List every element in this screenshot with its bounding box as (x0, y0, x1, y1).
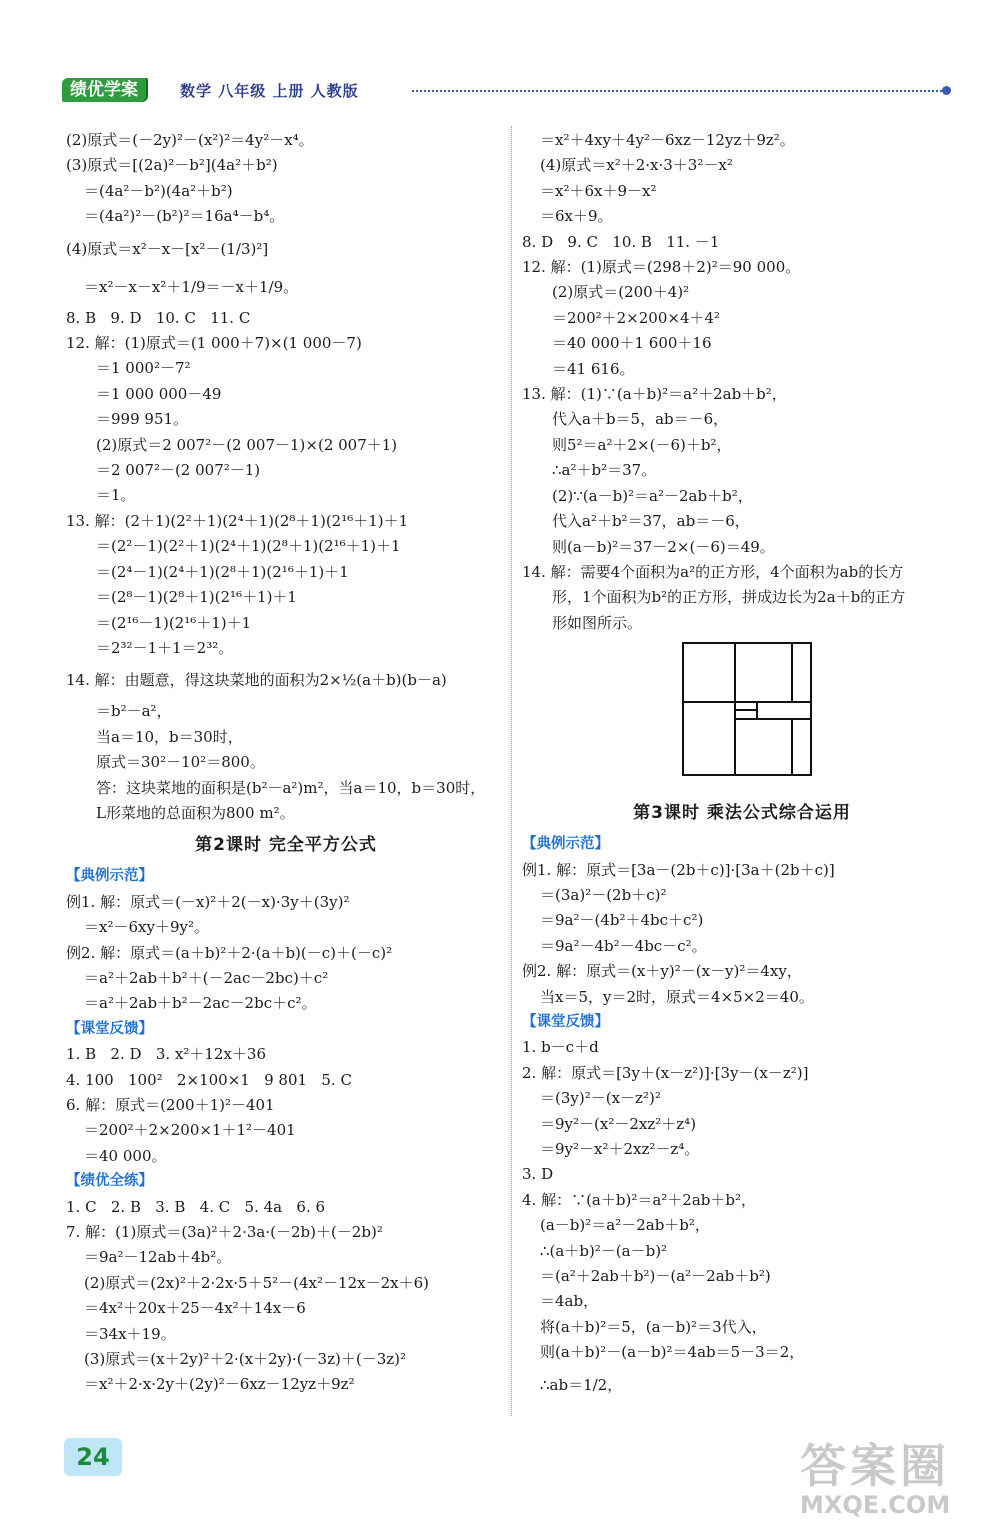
text-line: 12. 解：(1)原式＝(1 000＋7)×(1 000－7) (66, 334, 362, 353)
answer-line: 4. 100 100² 2×100×1 9 801 5. C (66, 1070, 352, 1089)
text-line: ＝x²－6xy＋9y²。 (84, 918, 209, 937)
text-line: (a－b)²＝a²－2ab＋b²， (540, 1216, 710, 1235)
answer-line: 3. D (522, 1165, 554, 1184)
text-line: (3)原式＝[(2a)²－b²](4a²＋b²) (66, 156, 278, 175)
text-line: ＝x²＋4xy＋4y²－6xz－12yz＋9z²。 (540, 131, 795, 149)
text-line: ＝2 007²－(2 007²－1) (96, 461, 261, 480)
text-line: ∴a²＋b²＝37。 (552, 461, 657, 480)
watermark-url: MXQE.COM (800, 1491, 951, 1519)
square-tiling-diagram (682, 642, 812, 776)
text-line: 6. 解：原式＝(200＋1)²－401 (66, 1096, 275, 1114)
text-line: ＝1 000²－7² (96, 359, 191, 378)
text-line: (2)原式＝(2x)²＋2·2x·5＋5²－(4x²－12x－2x＋6) (84, 1273, 429, 1292)
text-line: 例2. 解：原式＝(x＋y)²－(x－y)²＝4xy， (522, 962, 802, 981)
text-line: 例1. 解：原式＝[3a－(2b＋c)]·[3a＋(2b＋c)] (522, 860, 835, 879)
text-line: ＝41 616。 (552, 359, 635, 378)
answer-line: 1. b－c＋d (522, 1038, 599, 1057)
text-line: 14. 解：由题意，得这块菜地的面积为2×½(a＋b)(b－a) (66, 671, 447, 690)
text-line: 答：这块菜地的面积是(b²－a²)m²，当a＝10，b＝30时， (96, 778, 486, 797)
section-tag: 【典例示范】 (522, 836, 609, 853)
text-line: ＝(2²－1)(2²＋1)(2⁴＋1)(2⁸＋1)(2¹⁶＋1)＋1 (96, 537, 401, 556)
text-line: 当a＝10，b＝30时， (96, 727, 243, 746)
text-line: ＝(2⁴－1)(2⁴＋1)(2⁸＋1)(2¹⁶＋1)＋1 (96, 562, 349, 581)
text-line: 例2. 解：原式＝(a＋b)²＋2·(a＋b)(－c)＋(－c)² (66, 943, 393, 962)
text-line: ＝1。 (96, 486, 136, 505)
text-line: 14. 解：需要4个面积为a²的正方形，4个面积为ab的长方 (522, 562, 904, 581)
text-line: ＝x²＋2·x·2y＋(2y)²－6xz－12yz＋9z² (84, 1375, 355, 1394)
text-line: (4)原式＝x²＋2·x·3＋3²－x² (540, 156, 733, 175)
text-line: ＝a²＋2ab＋b²－2ac－2bc＋c²。 (84, 994, 317, 1013)
text-line: 12. 解：(1)原式＝(298＋2)²＝90 000。 (522, 258, 801, 277)
text-line: ＝9y²－x²＋2xz²－z⁴。 (540, 1140, 700, 1158)
text-line: 形，1个面积为b²的正方形，拼成边长为2a＋b的正方 (552, 588, 906, 607)
text-line: (3)原式＝(x＋2y)²＋2·(x＋2y)·(－3z)＋(－3z)² (84, 1350, 407, 1369)
text-line: (2)原式＝(－2y)²－(x²)²＝4y²－x⁴。 (66, 131, 314, 149)
text-line: ＝1 000 000－49 (96, 384, 222, 403)
answer-line: 8. D 9. C 10. B 11. －1 (522, 232, 720, 251)
text-line: ＝(a²＋2ab＋b²)－(a²－2ab＋b²) (540, 1267, 771, 1286)
text-line: ＝(3y)²－(x－z²)² (540, 1089, 661, 1108)
page-header (62, 76, 952, 106)
text-line: (2)原式＝2 007²－(2 007－1)×(2 007＋1) (96, 435, 398, 454)
text-line: ＝(4a²－b²)(4a²＋b²) (84, 181, 233, 200)
text-line: ＝9a²－12ab＋4b²。 (84, 1248, 232, 1267)
section-tag: 【典例示范】 (66, 868, 153, 885)
text-line: ＝200²＋2×200×1＋1²－401 (84, 1121, 296, 1140)
text-line: 则(a－b)²＝37－2×(－6)＝49。 (552, 537, 775, 556)
header-dotted-rule (412, 90, 942, 92)
text-line: ＝(2⁸－1)(2⁸＋1)(2¹⁶＋1)＋1 (96, 588, 297, 607)
text-line: ＝9a²－4b²－4bc－c²。 (540, 936, 707, 955)
section-tag: 【课堂反馈】 (66, 1020, 153, 1037)
text-line: ＝x²＋6x＋9－x² (540, 181, 657, 200)
answer-line: 1. B 2. D 3. x²＋12x＋36 (66, 1045, 267, 1064)
brand-logo: 绩优学案 (62, 78, 146, 102)
text-line: 7. 解：(1)原式＝(3a)²＋2·3a·(－2b)＋(－2b)² (66, 1223, 383, 1242)
text-line: ＝9a²－(4b²＋4bc＋c²) (540, 911, 704, 930)
text-line: (2)原式＝(200＋4)² (552, 283, 690, 302)
text-line: ＝4x²＋20x＋25－4x²＋14x－6 (84, 1299, 306, 1318)
text-line: 原式＝30²－10²＝800。 (96, 753, 265, 772)
text-line: ＝x²－x－x²＋1/9＝－x＋1/9。 (84, 277, 299, 296)
watermark-logo (800, 1440, 950, 1518)
section-tag: 【绩优全练】 (66, 1173, 153, 1190)
text-line: ＝(3a)²－(2b＋c)² (540, 885, 667, 904)
text-line: ＝a²＋2ab＋b²＋(－2ac－2bc)＋c² (84, 968, 329, 987)
answer-line: 8. B 9. D 10. C 11. C (66, 308, 251, 327)
right-column (522, 128, 962, 1404)
text-line: L形菜地的总面积为800 m²。 (96, 803, 295, 822)
answer-line: 1. C 2. B 3. B 4. C 5. 4a 6. 6 (66, 1197, 326, 1216)
text-line: ＝b²－a²， (96, 702, 172, 721)
header-dot-icon (942, 86, 951, 95)
text-line: 13. 解：(1)∵(a＋b)²＝a²＋2ab＋b²， (522, 385, 787, 404)
text-line: 当x＝5，y＝2时，原式＝4×5×2＝40。 (540, 987, 814, 1006)
text-line: ＝(4a²)²－(b²)²＝16a⁴－b⁴。 (84, 207, 285, 226)
text-line: ＝40 000＋1 600＋16 (552, 334, 712, 353)
text-line: ＝34x＋19。 (84, 1324, 176, 1343)
text-line: 则(a＋b)²－(a－b)²＝4ab＝5－3＝2， (540, 1343, 805, 1362)
text-line: 形如图所示。 (552, 613, 643, 632)
text-line: (4)原式＝x²－x－[x²－(1/3)²] (66, 239, 269, 258)
text-line: 2. 解：原式＝[3y＋(x－z²)]·[3y－(x－z²)] (522, 1063, 809, 1082)
watermark-text: 答案圈 (800, 1439, 951, 1493)
text-line: ＝4ab， (540, 1292, 599, 1311)
text-line: ＝40 000。 (84, 1146, 167, 1165)
section-heading: 第3课时 乘法公式综合运用 (633, 803, 851, 824)
text-line: 例1. 解：原式＝(－x)²＋2(－x)·3y＋(3y)² (66, 892, 350, 911)
text-line: ∴ab＝1/2， (540, 1375, 623, 1394)
text-line: 4. 解：∵(a＋b)²＝a²＋2ab＋b²， (522, 1190, 757, 1209)
text-line: (2)∵(a－b)²＝a²－2ab＋b²， (552, 486, 753, 505)
page-number: 24 (64, 1438, 122, 1476)
square-tiling-figure (522, 642, 962, 788)
text-line: ∴(a＋b)²－(a－b)² (540, 1241, 668, 1260)
text-line: ＝200²＋2×200×4＋4² (552, 308, 721, 327)
text-line: ＝999 951。 (96, 410, 189, 429)
text-line: ＝(2¹⁶－1)(2¹⁶＋1)＋1 (96, 613, 252, 632)
text-line: 将(a＋b)²＝5，(a－b)²＝3代入， (540, 1317, 767, 1336)
section-tag: 【课堂反馈】 (522, 1013, 609, 1030)
text-line: 代入a＋b＝5，ab＝－6， (552, 410, 729, 429)
text-line: 则5²＝a²＋2×(－6)＋b²， (552, 435, 732, 454)
text-line: 13. 解：(2＋1)(2²＋1)(2⁴＋1)(2⁸＋1)(2¹⁶＋1)＋1 (66, 511, 409, 530)
column-divider (511, 126, 512, 1416)
text-line: ＝6x＋9。 (540, 207, 613, 226)
text-line: ＝9y²－(x²－2xz²＋z⁴) (540, 1114, 697, 1133)
left-column (66, 128, 506, 1398)
text-line: 代入a²＋b²＝37，ab＝－6， (552, 512, 750, 531)
header-title: 数学 八年级 上册 人教版 (180, 82, 359, 100)
text-line: ＝2³²－1＋1＝2³²。 (96, 638, 234, 657)
section-heading: 第2课时 完全平方公式 (195, 835, 377, 856)
